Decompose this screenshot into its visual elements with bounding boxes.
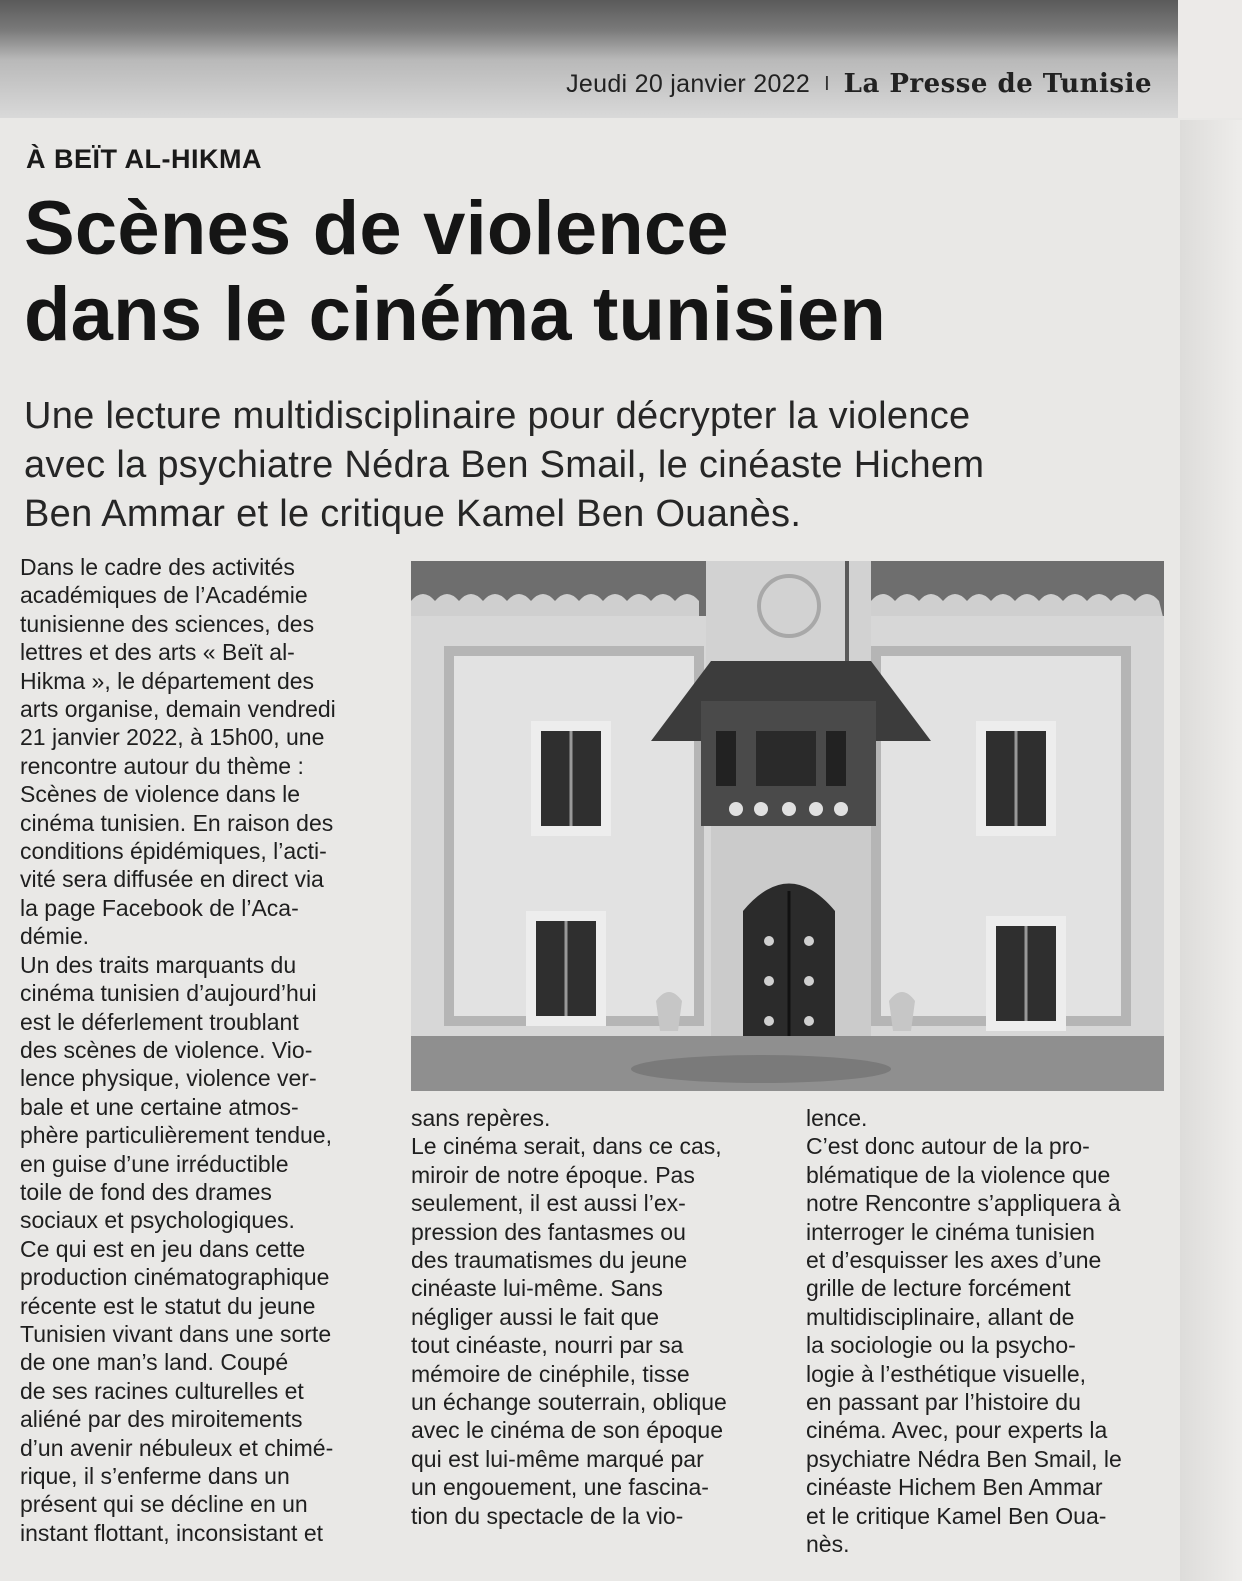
paragraph: Ce qui est en jeu dans cette production cinématographique récente est le statut du jeune Tunisien vivant dans une sorte de one man’s land. Coupé de ses racines culturelles et aliéné par des miroitements d’un avenir nébuleux et chimé- rique, il s’enferme dans un présent qui se décline en un instant flottant, inconsistant et bbox=[20, 1235, 334, 1546]
building-photo bbox=[411, 561, 1164, 1091]
paragraph: Dans le cadre des activités académiques de l’Académie tunisienne des sciences, des lettres et des arts « Beït al- Hikma », le département des arts organise, demain vendredi 21 janvier 2022, à 15h00, une rencontre autour du thème : Scènes de violence dans le cinéma tunisien. En raison des conditions épidémiques, l’acti- vité sera diffusée en direct via la page Facebook de l’Aca- démie. bbox=[20, 554, 336, 950]
issue-date: Jeudi 20 janvier 2022 bbox=[566, 69, 811, 98]
paragraph: Un des traits marquants du cinéma tunisien d’aujourd’hui est le déferlement troublant des scènes de violence. Vio- lence physique, violence ver- bale et une certaine atmos- phère particulièrement tendue, en guise d’une irréductible toile de fond des drames sociaux et psychologiques. bbox=[20, 951, 332, 1234]
paragraph: lence. bbox=[806, 1105, 868, 1131]
article-headline: Scènes de violence dans le cinéma tunisien bbox=[24, 186, 886, 357]
article-standfirst: Une lecture multidisciplinaire pour décrypter la violence avec la psychiatre Nédra Ben Smail, le cinéaste Hichem Ben Ammar et le critique Kamel Ben Ouanès. bbox=[24, 395, 985, 535]
paragraph: sans repères. bbox=[411, 1105, 551, 1131]
paragraph: Le cinéma serait, dans ce cas, miroir de notre époque. Pas seulement, il est aussi l’ex- pression des fantasmes ou des traumatismes du jeune cinéaste lui-même. Sans négliger aussi le fait que tout cinéaste, nourri par sa mémoire de cinéphile, tisse un échange souterrain, oblique avec le cinéma de son époque qui est lui-même marqué par un engouement, une fascina- tion du spectacle de la vio- bbox=[411, 1133, 727, 1529]
article-column-2 bbox=[411, 1104, 781, 1530]
page-header bbox=[566, 64, 1152, 104]
article-column-1 bbox=[20, 553, 390, 1547]
header-separator: I bbox=[824, 72, 830, 95]
page-edge bbox=[1178, 0, 1242, 118]
article-kicker: À BEÏT AL-HIKMA bbox=[26, 144, 262, 174]
newspaper-name: La Presse de Tunisie bbox=[843, 69, 1152, 99]
paragraph: C’est donc autour de la pro- blématique de la violence que notre Rencontre s’appliquera à interroger le cinéma tunisien et d’esquisser les axes d’une grille de lecture forcément multidisciplinaire, allant de la sociologie ou la psycho- logie à l’esthétique visuelle, en passant par l’histoire du cinéma. Avec, pour experts la psychiatre Nédra Ben Smail, le cinéaste Hichem Ben Ammar et le critique Kamel Ben Oua- nès. bbox=[806, 1133, 1122, 1558]
article-column-3 bbox=[806, 1104, 1176, 1559]
